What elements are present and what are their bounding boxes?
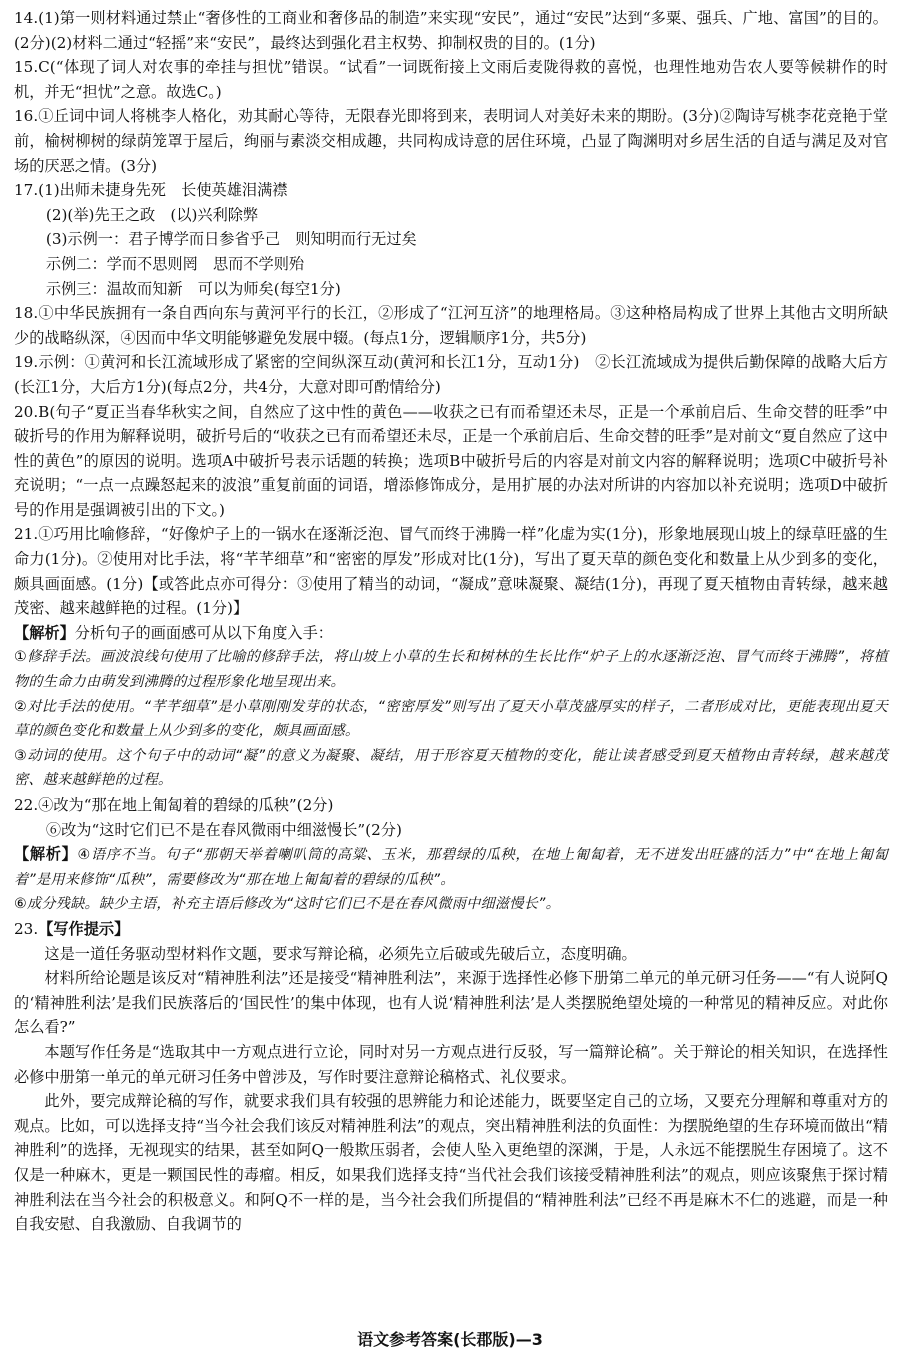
answer-22-line-1: 22.④改为“那在地上匍匐着的碧绿的瓜秧”(2分) <box>14 796 334 814</box>
answer-19: 19.示例：①黄河和长江流域形成了紧密的空间纵深互动(黄河和长江1分，互动1分) ②长江流域成为提供后勤保障的战略大后方(长江1分，大后方1分)(每点2分，共4分，大意对即可酌情给分) <box>14 353 888 396</box>
analysis-21-point-3: ③动词的使用。这个句子中的动词“凝”的意义为凝聚、凝结，用于形容夏天植物的变化，能让读者感受到夏天植物由青转绿，越来越茂密、越来越鲜艳的过程。 <box>14 747 888 789</box>
answer-21 <box>14 522 888 793</box>
answer-21-main: 21.①巧用比喻修辞，“好像炉子上的一锅水在逐渐泛泡、冒气而终于沸腾一样”化虚为实(1分)，形象地展现山坡上的绿草旺盛的生命力(1分)。②使用对比手法，将“芊芊细草”和“密密的厚发”形成对比(1分)，写出了夏天草的颜色变化和数量上从少到多的变化，颇具画面感。(1分)【或答此点亦可得分：③使用了精当的动词，“凝成”意味凝聚、凝结(1分)，再现了夏天植物由青转绿，越来越茂密、越来越鲜艳的过程。(1分)】 <box>14 525 888 618</box>
analysis-label: 【解析】 <box>14 845 78 864</box>
answer-22 <box>14 793 888 917</box>
answer-23-number: 23. <box>14 919 39 938</box>
page-footer: 语文参考答案(长郡版)—3 <box>357 1330 543 1349</box>
writing-tips-label: 【写作提示】 <box>38 919 130 938</box>
writing-tips-paragraph-1: 这是一道任务驱动型材料作文题，要求写辩论稿，必须先立后破或先破后立，态度明确。 <box>44 944 637 963</box>
answer-18: 18.①中华民族拥有一条自西向东与黄河平行的长江，②形成了“江河互济”的地理格局。③这种格局构成了世界上其他古文明所缺少的战略纵深，④因而中华文明能够避免发展中辍。(每点1分，逻辑顺序1分，共5分) <box>14 304 888 347</box>
answer-17-line-5: 示例三：温故而知新 可以为师矣(每空1分) <box>45 279 341 298</box>
analysis-21-point-1: ①修辞手法。画波浪线句使用了比喻的修辞手法，将山坡上小草的生长和树林的生长比作“炉子上的水逐渐泛泡、冒气而终于沸腾”，将植物的生命力由萌发到沸腾的过程形象化地呈现出来。 <box>14 649 888 691</box>
answer-22-line-2: ⑥改为“这时它们已不是在春风微雨中细滋慢长”(2分) <box>45 820 402 839</box>
analysis-22-point-1: ④语序不当。句子“那朝天举着喇叭筒的高粱、玉米，那碧绿的瓜秧，在地上匍匐着，无不迸发出旺盛的活力”中“在地上匍匐着”是用来修饰“瓜秧”，需要修改为“那在地上匍匐着的碧绿的瓜秧”。 <box>14 847 888 888</box>
analysis-21-point-2: ②对比手法的使用。“芊芊细草”是小草刚刚发芽的状态，“密密厚发”则写出了夏天小草茂盛厚实的样子，二者形成对比，更能表现出夏天草的颜色变化和数量上从少到多的变化，颇具画面感。 <box>14 698 888 740</box>
answer-14: 14.(1)第一则材料通过禁止“奢侈性的工商业和奢侈品的制造”来实现“安民”，通过“安民”达到“多粟、强兵、广地、富国”的目的。(2分)(2)材料二通过“轻摇”来“安民”，最终达到强化君主权势、抑制权贵的目的。(1分) <box>14 9 888 52</box>
answer-16: 16.①丘词中词人将桃李人格化，劝其耐心等待，无限春光即将到来，表明词人对美好未来的期盼。(3分)②陶诗写桃李花竞艳于堂前，榆树柳树的绿荫笼罩于屋后，绚丽与素淡交相成趣，共同构成诗意的居住环境，凸显了陶渊明对乡居生活的自适与满足及对官场的厌恶之情。(3分) <box>14 107 888 175</box>
analysis-intro: 分析句子的画面感可从以下角度入手： <box>74 623 333 642</box>
analysis-22-point-2: ⑥成分残缺。缺少主语，补充主语后修改为“这时它们已不是在春风微雨中细滋慢长”。 <box>14 896 560 913</box>
answer-23 <box>14 917 888 1237</box>
writing-tips-paragraph-4: 此外，要完成辩论稿的写作，就要求我们具有较强的思辨能力和论述能力，既要坚定自己的立场，又要充分理解和尊重对方的观点。比如，可以选择支持“当今社会我们该反对精神胜利法”的观点，突出精神胜利法的负面性：为摆脱绝望的生存环境而做出“精神胜利”的选择，无视现实的结果，甚至如阿Q一般欺压弱者，会使人坠入更绝望的深渊，于是，人永远不能摆脱生存困境了。这不仅是一种麻木，更是一颗国民性的毒瘤。相反，如果我们选择支持“当代社会我们该接受精神胜利法”的观点，则应该聚焦于探讨精神胜利法在当今社会的积极意义。和阿Q不一样的是，当今社会我们所提倡的“精神胜利法”已经不再是麻木不仁的逃避，而是一种自我安慰、自我激励、自我调节的 <box>14 1092 888 1234</box>
answer-17-line-3: (3)示例一：君子博学而日参省乎己 则知明而行无过矣 <box>45 230 417 249</box>
answer-15: 15.C(“体现了词人对农事的牵挂与担忧”错误。“试看”一词既衔接上文雨后麦陇得救的喜悦，也理性地劝告农人要等候耕作的时机，并无“担忧”之意。故选C。) <box>14 58 888 101</box>
analysis-label: 【解析】 <box>14 623 75 642</box>
answer-17-line-4: 示例二：学而不思则罔 思而不学则殆 <box>45 254 305 273</box>
answer-20: 20.B(句子“夏正当春华秋实之间，自然应了这中性的黄色——收获之已有而希望还未尽，正是一个承前启后、生命交替的旺季”中破折号的作用为解释说明，破折号后的“收获之已有而希望还未尽，正是一个承前启后、生命交替的旺季”是对前文“夏自然应了这中性的黄色”的原因的说明。选项A中破折号表示话题的转换；选项B中破折号后的内容是对前文内容的解释说明；选项C中破折号补充说明；“一点一点躁怒起来的波浪”重复前面的词语，增添修饰成分，是用扩展的办法对所讲的内容加以补充说明；选项D中破折号的作用是强调被引出的下文。) <box>14 402 888 519</box>
answer-17-line-1: 17.(1)出师未捷身先死 长使英雄泪满襟 <box>14 181 288 200</box>
writing-tips-paragraph-2: 材料所给论题是该反对“精神胜利法”还是接受“精神胜利法”，来源于选择性必修下册第二单元的单元研习任务——“有人说阿Q的‘精神胜利法’是我们民族落后的‘国民性’的集中体现，也有人说‘精神胜利法’是人类摆脱绝望处境的一种常见的精神反应。对此你怎么看?” <box>14 969 888 1037</box>
answer-17 <box>14 178 888 301</box>
answer-17-line-2: (2)(举)先王之政 (以)兴利除弊 <box>45 205 259 224</box>
writing-tips-paragraph-3: 本题写作任务是“选取其中一方观点进行立论，同时对另一方观点进行反驳，写一篇辩论稿”。关于辩论的相关知识，在选择性必修中册第一单元的单元研习任务中曾涉及，写作时要注意辩论稿格式、礼仪要求。 <box>14 1042 888 1086</box>
